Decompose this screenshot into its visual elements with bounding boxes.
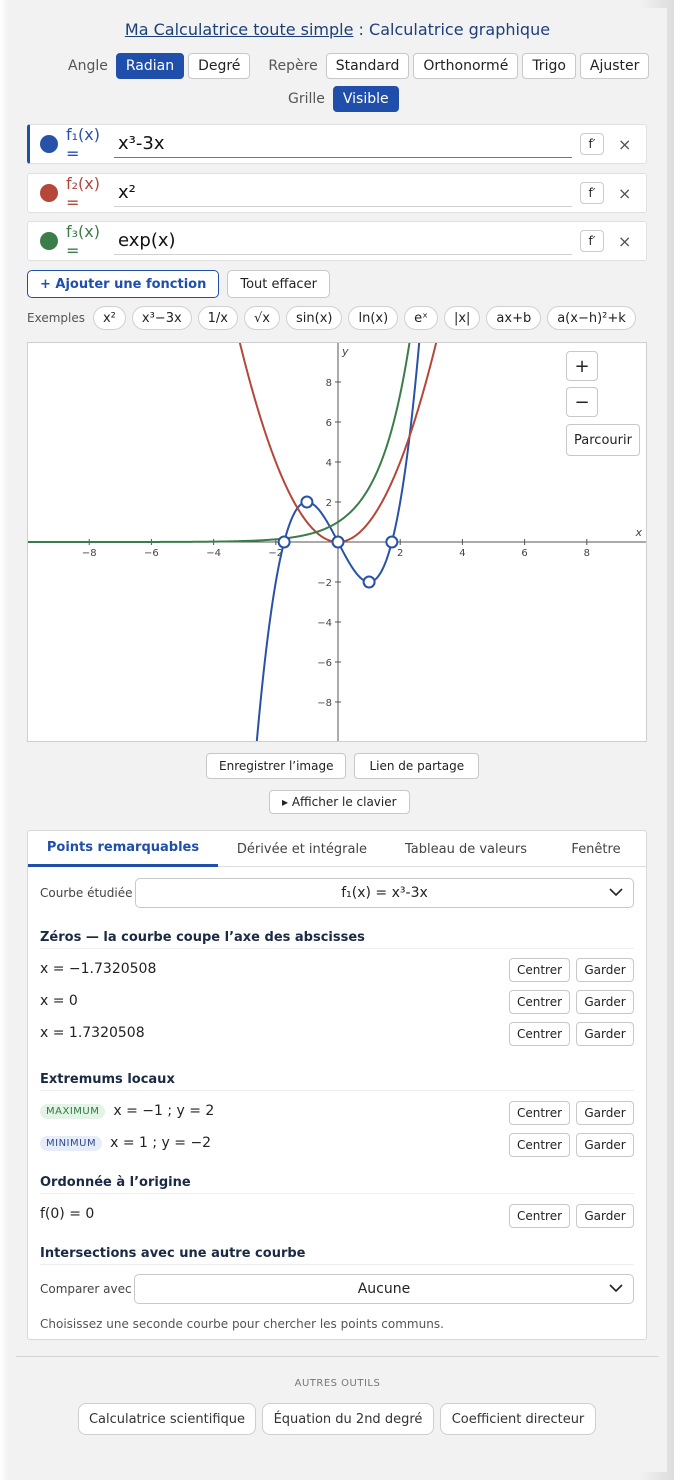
repere-ajuster-button[interactable]: Ajuster	[580, 53, 650, 79]
chevron-down-icon	[609, 885, 623, 899]
y-tick-label: 2	[325, 498, 332, 509]
function-color-dot[interactable]	[40, 232, 58, 250]
tool-scientific-button[interactable]: Calculatrice scientifique	[78, 1403, 256, 1435]
minimum-badge: MINIMUM	[40, 1136, 102, 1151]
save-image-button[interactable]: Enregistrer l’image	[206, 753, 346, 779]
title-separator: :	[353, 20, 370, 39]
repere-standard-button[interactable]: Standard	[326, 53, 410, 79]
repere-label: Repère	[268, 58, 318, 74]
x-tick-label: 6	[521, 548, 528, 559]
other-tools-heading: AUTRES OUTILS	[294, 1378, 381, 1389]
example-chip[interactable]: sin(x)	[286, 306, 342, 330]
repere-orthonorme-button[interactable]: Orthonormé	[413, 53, 518, 79]
example-chip[interactable]: x³−3x	[132, 306, 192, 330]
curve-select-value: f₁(x) = x³-3x	[341, 885, 428, 901]
y-tick-label: −2	[317, 578, 332, 589]
x-tick-label: −2	[268, 548, 284, 559]
x-tick-label: 8	[583, 548, 590, 559]
example-chip[interactable]: eˣ	[404, 306, 438, 330]
curve-f3	[28, 343, 431, 542]
center-button[interactable]: Centrer	[509, 1022, 570, 1046]
example-chip[interactable]: ln(x)	[348, 306, 398, 330]
divider	[40, 1264, 634, 1265]
y-tick-label: 8	[325, 378, 332, 389]
zoom-in-button[interactable]: +	[566, 351, 598, 381]
example-chip[interactable]: 1/x	[198, 306, 238, 330]
curve-select[interactable]	[135, 878, 634, 908]
minimum-value: x = 1 ; y = −2	[110, 1135, 212, 1151]
y-tick-label: −4	[317, 618, 332, 629]
divider	[40, 1193, 634, 1194]
add-function-button[interactable]: + Ajouter une fonction	[27, 270, 219, 298]
y-tick-label: −6	[317, 658, 332, 669]
example-chip[interactable]: |x|	[444, 306, 480, 330]
keep-button[interactable]: Garder	[576, 990, 634, 1014]
function-row-3	[27, 221, 647, 261]
function-color-dot[interactable]	[40, 184, 58, 202]
home-link[interactable]: Ma Calculatrice toute simple	[124, 20, 354, 39]
grille-label: Grille	[288, 91, 325, 107]
plot-svg[interactable]	[28, 343, 647, 742]
divider	[40, 1090, 634, 1091]
keep-button[interactable]: Garder	[576, 1204, 634, 1228]
share-link-button[interactable]: Lien de partage	[354, 753, 479, 779]
function-color-dot[interactable]	[40, 135, 58, 153]
marked-point	[301, 497, 312, 508]
graph-area[interactable]	[27, 342, 647, 742]
keep-button[interactable]: Garder	[576, 958, 634, 982]
settings-row	[68, 53, 649, 79]
marked-point	[333, 537, 344, 548]
derivative-button[interactable]: f′	[580, 182, 604, 204]
section-divider	[16, 1356, 659, 1357]
example-chip[interactable]: √x	[244, 306, 280, 330]
x-tick-label: −8	[81, 548, 97, 559]
page	[8, 8, 667, 1472]
angle-label: Angle	[68, 58, 108, 74]
tab-derivee-integrale[interactable]: Dérivée et intégrale	[236, 841, 368, 857]
function-name: f₃(x) =	[66, 222, 100, 260]
keyboard-row	[269, 790, 410, 814]
grille-visible-button[interactable]: Visible	[333, 86, 399, 112]
example-chip[interactable]: x²	[93, 306, 126, 330]
compare-select-value: Aucune	[357, 1281, 411, 1297]
close-icon[interactable]: ×	[618, 183, 632, 203]
analysis-panel	[27, 830, 647, 1340]
divider	[40, 948, 634, 949]
y-tick-label: 4	[325, 458, 332, 469]
extrema-heading: Extremums locaux	[40, 1072, 175, 1087]
function-name: f₁(x) =	[66, 125, 100, 163]
function-row-1	[27, 124, 647, 164]
page-title	[8, 20, 667, 39]
zeros-heading: Zéros — la courbe coupe l’axe des abscisses	[40, 930, 365, 945]
maximum-badge: MAXIMUM	[40, 1104, 105, 1119]
grille-row	[288, 86, 399, 112]
x-tick-label: −6	[144, 548, 159, 559]
function-input[interactable]: x²	[114, 179, 572, 207]
angle-degre-button[interactable]: Degré	[188, 53, 250, 79]
compare-select[interactable]	[134, 1274, 634, 1304]
zero-result: x = 1.7320508	[40, 1025, 145, 1041]
curve-label: Courbe étudiée	[40, 886, 133, 900]
examples-row	[27, 306, 636, 330]
marked-point	[364, 577, 375, 588]
example-chip[interactable]: ax+b	[486, 306, 541, 330]
marked-point	[279, 537, 290, 548]
intersections-hint: Choisissez une seconde courbe pour chercher les points communs.	[40, 1317, 444, 1331]
origin-result: f(0) = 0	[40, 1206, 95, 1222]
center-button[interactable]: Centrer	[509, 1133, 570, 1157]
y-axis-label: y	[342, 345, 349, 358]
maximum-value: x = −1 ; y = 2	[113, 1103, 215, 1119]
repere-trigo-button[interactable]: Trigo	[522, 53, 576, 79]
tab-points-remarquables[interactable]: Points remarquables	[28, 831, 218, 867]
tab-fenetre[interactable]: Fenêtre	[571, 841, 621, 857]
minimum-result	[40, 1135, 211, 1151]
maximum-result	[40, 1103, 214, 1119]
close-icon[interactable]: ×	[618, 134, 632, 154]
clear-all-button[interactable]: Tout effacer	[227, 270, 330, 298]
marked-point	[386, 537, 397, 548]
tool-slope-button[interactable]: Coefficient directeur	[440, 1403, 596, 1435]
keep-button[interactable]: Garder	[576, 1022, 634, 1046]
center-button[interactable]: Centrer	[509, 958, 570, 982]
x-tick-label: 4	[459, 548, 466, 559]
zoom-out-button[interactable]: −	[566, 387, 598, 417]
angle-radian-button[interactable]: Radian	[116, 53, 184, 79]
derivative-button[interactable]: f′	[580, 133, 604, 155]
show-keyboard-button[interactable]: ▸ Afficher le clavier	[269, 790, 410, 814]
browse-button[interactable]: Parcourir	[566, 424, 640, 456]
graph-actions	[206, 753, 479, 779]
y-tick-label: −8	[317, 698, 332, 709]
origin-heading: Ordonnée à l’origine	[40, 1175, 191, 1190]
function-actions	[27, 270, 330, 298]
zero-result: x = −1.7320508	[40, 961, 157, 977]
function-input[interactable]: exp(x)	[114, 227, 572, 255]
tool-quadratic-button[interactable]: Équation du 2nd degré	[262, 1403, 434, 1435]
center-button[interactable]: Centrer	[509, 990, 570, 1014]
zero-result: x = 0	[40, 993, 78, 1009]
x-tick-label: 2	[397, 548, 404, 559]
chevron-down-icon	[609, 1281, 623, 1295]
intersections-heading: Intersections avec une autre courbe	[40, 1246, 306, 1261]
y-tick-label: 6	[325, 418, 332, 429]
function-input[interactable]: x³-3x	[114, 130, 572, 158]
title-text: Calculatrice graphique	[369, 20, 551, 39]
tab-tableau-valeurs[interactable]: Tableau de valeurs	[405, 841, 527, 857]
examples-label: Exemples	[27, 311, 85, 325]
function-name: f₂(x) =	[66, 174, 100, 212]
function-row-2	[27, 173, 647, 213]
panel-tabs	[28, 831, 646, 867]
center-button[interactable]: Centrer	[509, 1204, 570, 1228]
x-axis-label: x	[635, 526, 642, 539]
compare-label: Comparer avec	[40, 1282, 132, 1296]
derivative-button[interactable]: f′	[580, 230, 604, 252]
example-chip[interactable]: a(x−h)²+k	[547, 306, 636, 330]
keep-button[interactable]: Garder	[576, 1101, 634, 1125]
x-tick-label: −4	[206, 548, 221, 559]
center-button[interactable]: Centrer	[509, 1101, 570, 1125]
keep-button[interactable]: Garder	[576, 1133, 634, 1157]
close-icon[interactable]: ×	[618, 231, 632, 251]
